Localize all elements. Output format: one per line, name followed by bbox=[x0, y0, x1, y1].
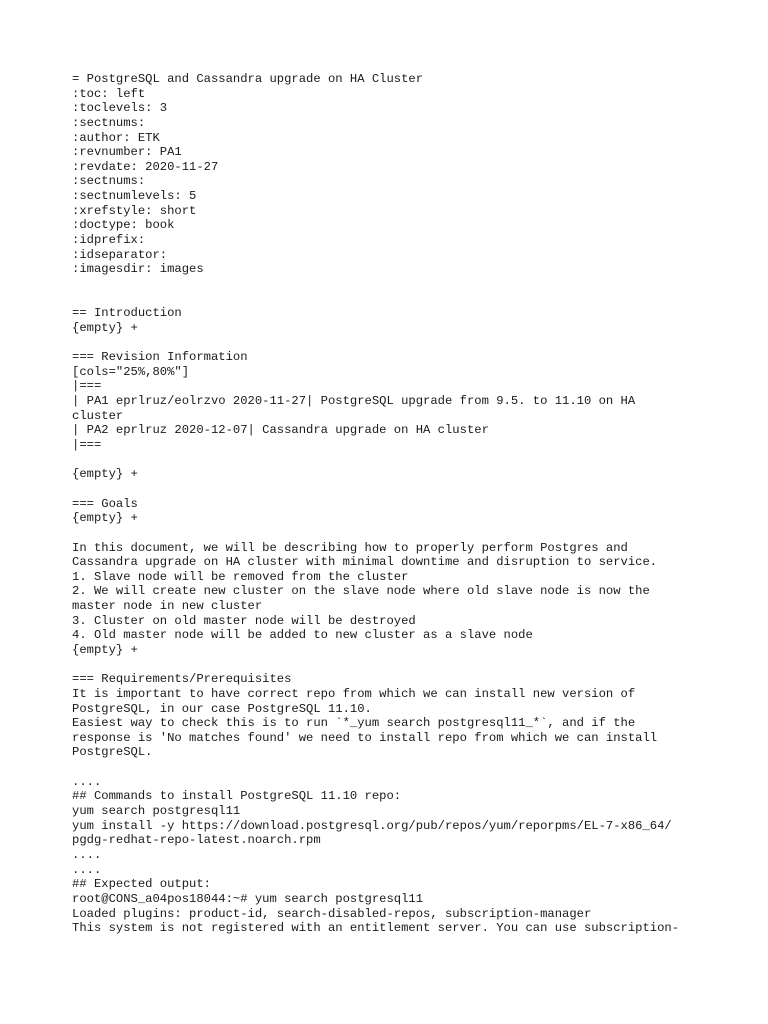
document-line: :revnumber: PA1 bbox=[72, 145, 182, 160]
document-line: PostgreSQL. bbox=[72, 745, 153, 760]
document-line: .... bbox=[72, 862, 102, 877]
document-line: |=== bbox=[72, 379, 102, 394]
document-line: .... bbox=[72, 774, 102, 789]
document-line: ## Commands to install PostgreSQL 11.10 repo: bbox=[72, 789, 402, 804]
document-line: :xrefstyle: short bbox=[72, 203, 197, 218]
document-line: |=== bbox=[72, 438, 102, 453]
document-line: | PA2 eprlruz 2020-12-07| Cassandra upgrade on HA cluster bbox=[72, 423, 489, 438]
document-line: It is important to have correct repo from which we can install new version of bbox=[72, 686, 636, 701]
document-line: = PostgreSQL and Cassandra upgrade on HA Cluster bbox=[72, 72, 424, 86]
document-line: :toc: left bbox=[72, 86, 146, 101]
document-line bbox=[72, 336, 702, 351]
document-line: | PA1 eprlruz/eolrzvo 2020-11-27| PostgreSQL upgrade from 9.5. to 11.10 on HA bbox=[72, 394, 636, 409]
document-line: {empty} + bbox=[72, 320, 138, 335]
document-line: {empty} + bbox=[72, 642, 138, 657]
document-line: :revdate: 2020-11-27 bbox=[72, 159, 219, 174]
document-line: :author: ETK bbox=[72, 130, 160, 145]
document-line: Cassandra upgrade on HA cluster with minimal downtime and disruption to service. bbox=[72, 555, 658, 570]
document-line: PostgreSQL, in our case PostgreSQL 11.10. bbox=[72, 701, 372, 716]
document-line: :sectnums: bbox=[72, 115, 146, 130]
document-line: :idprefix: bbox=[72, 233, 146, 248]
document-line: In this document, we will be describing how to properly perform Postgres and bbox=[72, 540, 628, 555]
document-line: yum search postgresql11 bbox=[72, 804, 241, 819]
document-line: {empty} + bbox=[72, 511, 138, 526]
document-line: 1. Slave node will be removed from the cluster bbox=[72, 569, 409, 584]
document-line bbox=[72, 292, 702, 307]
document-line: pgdg-redhat-repo-latest.noarch.rpm bbox=[72, 833, 321, 848]
document-line: root@CONS_a04pos18044:~# yum search postgresql11 bbox=[72, 891, 424, 906]
document-text bbox=[72, 72, 702, 936]
document-line bbox=[72, 277, 702, 292]
document-line: :doctype: book bbox=[72, 218, 175, 233]
document-line: === Goals bbox=[72, 496, 138, 511]
document-line bbox=[72, 658, 702, 673]
document-line: :imagesdir: images bbox=[72, 262, 204, 277]
document-line: === Requirements/Prerequisites bbox=[72, 672, 292, 687]
document-line: 2. We will create new cluster on the slave node where old slave node is now the bbox=[72, 584, 650, 599]
document-line: 3. Cluster on old master node will be destroyed bbox=[72, 613, 416, 628]
document-line: {empty} + bbox=[72, 467, 138, 482]
document-line: This system is not registered with an entitlement server. You can use subscription- bbox=[72, 921, 680, 936]
document-line: 4. Old master node will be added to new cluster as a slave node bbox=[72, 628, 533, 643]
document-line bbox=[72, 453, 702, 468]
document-line: response is 'No matches found' we need to install repo from which we can install bbox=[72, 730, 658, 745]
document-line bbox=[72, 482, 702, 497]
document-line: :toclevels: 3 bbox=[72, 101, 168, 116]
document-line: :sectnumlevels: 5 bbox=[72, 189, 197, 204]
document-line: .... bbox=[72, 847, 102, 862]
document-line: :sectnums: bbox=[72, 174, 146, 189]
document-line: master node in new cluster bbox=[72, 599, 263, 614]
document-line bbox=[72, 526, 702, 541]
document-line: Loaded plugins: product-id, search-disabled-repos, subscription-manager bbox=[72, 906, 592, 921]
document-line bbox=[72, 760, 702, 775]
document-line: === Revision Information bbox=[72, 350, 248, 365]
document-line: :idseparator: bbox=[72, 247, 168, 262]
document-line: [cols="25%,80%"] bbox=[72, 364, 190, 379]
document-line: cluster bbox=[72, 408, 124, 423]
document-line: == Introduction bbox=[72, 306, 182, 321]
document-line: Easiest way to check this is to run `*_yum search postgresql11_*`, and if the bbox=[72, 716, 636, 731]
document-line: ## Expected output: bbox=[72, 877, 211, 892]
document-line: yum install -y https://download.postgresql.org/pub/repos/yum/reporpms/EL-7-x86_64/ bbox=[72, 818, 672, 833]
